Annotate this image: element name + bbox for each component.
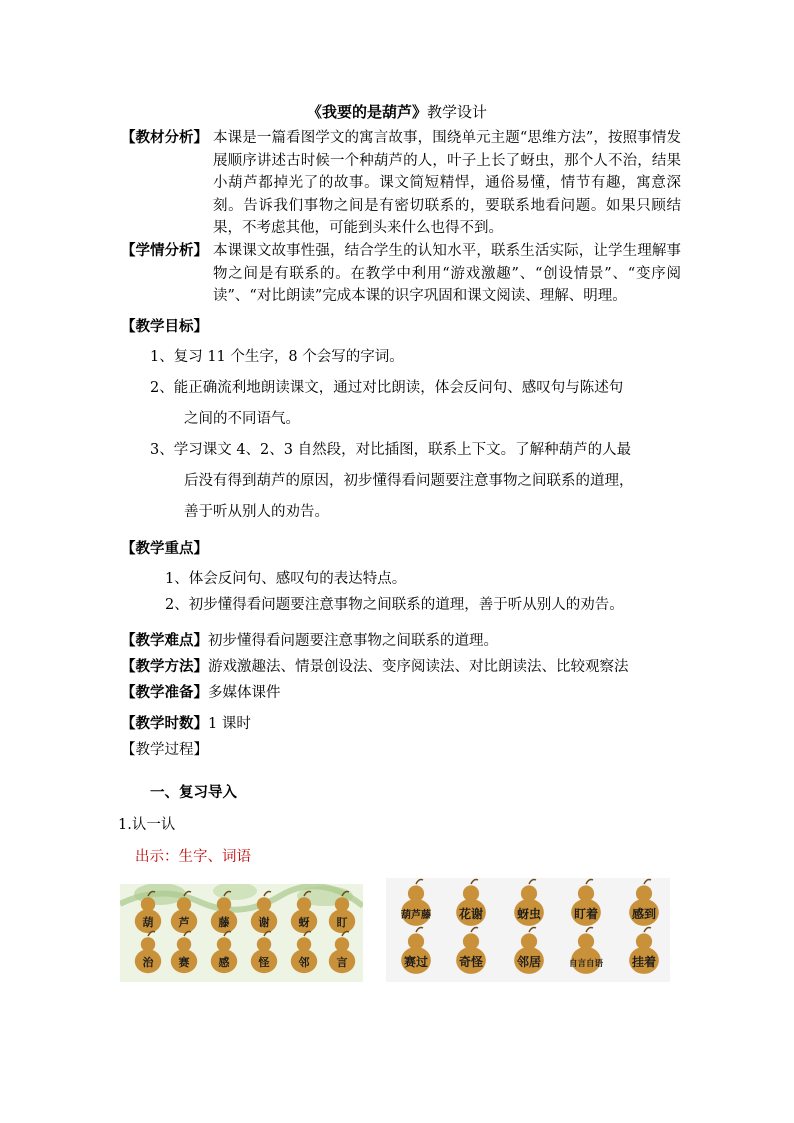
prep-section bbox=[121, 682, 681, 705]
key-2: 2、初步懂得看问题要注意事物之间联系的道理，善于听从别人的劝告。 bbox=[165, 597, 624, 613]
right-gourds-group bbox=[401, 880, 659, 974]
method-text: 游戏激趣法、情景创设法、变序阅读法、对比朗读法、比较观察法 bbox=[208, 659, 629, 675]
word-cards-image bbox=[386, 878, 670, 982]
goal-2-line-1: 2、能正确流利地朗读课文，通过对比朗读，体会反问句、感叹句与陈述句 bbox=[150, 380, 624, 396]
character-cards-image bbox=[120, 884, 363, 982]
gourd-label: 葫芦藤 bbox=[401, 909, 431, 921]
gourd-label: 感到 bbox=[631, 906, 657, 921]
method-section bbox=[121, 656, 681, 679]
gourd-label: 花谢 bbox=[458, 906, 484, 921]
gourd-label: 怪 bbox=[258, 956, 270, 969]
gourd-治 bbox=[135, 932, 161, 974]
gourd-label: 盯 bbox=[336, 916, 348, 929]
prep-label: 【教学准备】 bbox=[121, 684, 208, 701]
gourd-label: 赛 bbox=[178, 956, 190, 969]
document-title bbox=[0, 101, 794, 122]
gourd-挂着 bbox=[629, 928, 659, 974]
gourd-感 bbox=[211, 932, 237, 974]
gourd-邻 bbox=[291, 932, 317, 974]
gourd-邻居 bbox=[514, 928, 544, 974]
gourd-label: 蚜虫 bbox=[516, 906, 542, 921]
time-label: 【教学时数】 bbox=[121, 715, 208, 732]
gourd-label: 藤 bbox=[218, 916, 230, 929]
analysis-section bbox=[121, 127, 681, 240]
goals-label: 【教学目标】 bbox=[121, 318, 208, 335]
goal-2-line-2: 之间的不同语气。 bbox=[184, 411, 300, 427]
key-label: 【教学重点】 bbox=[121, 540, 208, 557]
goal-1: 1、复习 11 个生字，8 个会写的字词。 bbox=[150, 349, 404, 365]
title-rest: 教学设计 bbox=[427, 103, 488, 121]
gourd-自言自语 bbox=[569, 928, 604, 974]
gourd-感到 bbox=[629, 880, 659, 926]
analysis-label: 【教材分析】 bbox=[121, 129, 208, 146]
gourd-label: 邻 bbox=[298, 956, 310, 969]
section-1-heading: 一、复习导入 bbox=[150, 784, 237, 801]
goal-3-line-1: 3、学习课文 4、2、3 自然段，对比插图，联系上下文。了解种葫芦的人最 bbox=[150, 442, 632, 458]
gourd-label: 蚜 bbox=[298, 916, 310, 929]
gourd-言 bbox=[329, 932, 355, 974]
key-1: 1、体会反问句、感叹句的表达特点。 bbox=[165, 571, 407, 587]
title-bold: 《我要的是葫芦》 bbox=[306, 103, 427, 121]
gourd-label: 盯着 bbox=[573, 906, 599, 921]
gourd-label: 谢 bbox=[258, 916, 270, 929]
gourd-label: 奇怪 bbox=[458, 954, 484, 969]
step-1: 1.认一认 bbox=[118, 817, 176, 833]
gourd-label: 挂着 bbox=[631, 954, 657, 969]
gourd-label: 自言自语 bbox=[568, 958, 604, 969]
student-section bbox=[121, 240, 681, 308]
analysis-text: 本课是一篇看图学文的寓言故事，围绕单元主题“思维方法”，按照事情发展顺序讲述古时候一个种葫芦的人，叶子上长了蚜虫，那个人不治，结果小葫芦都掉光了的故事。课文简短精悍，通俗易懂，情节有趣，寓意深刻。告诉我们事物之间是有密切联系的，要联系地看问题。如果只顾结果，不考虑其他，可能到头来什么也得不到。 bbox=[213, 130, 681, 236]
gourd-盯着 bbox=[571, 880, 601, 926]
student-text: 本课课文故事性强，结合学生的认知水平，联系生活实际，让学生理解事物之间是有联系的。在教学中利用“游戏激趣”、“创设情景”、“变序阅读”、“对比朗读”完成本课的识字巩固和课文阅读、理解、明理。 bbox=[213, 243, 681, 304]
prep-text: 多媒体课件 bbox=[208, 685, 281, 701]
gourd-怪 bbox=[251, 932, 277, 974]
difficult-section bbox=[121, 630, 681, 653]
student-label: 【学情分析】 bbox=[121, 242, 208, 259]
goal-3-line-3: 善于听从别人的劝告。 bbox=[184, 504, 329, 520]
method-label: 【教学方法】 bbox=[121, 658, 208, 675]
gourd-label: 葫 bbox=[142, 916, 154, 929]
gourd-葫芦藤 bbox=[401, 880, 431, 926]
difficult-text: 初步懂得看问题要注意事物之间联系的道理。 bbox=[208, 633, 498, 649]
gourd-label: 赛过 bbox=[403, 954, 429, 969]
time-text: 1 课时 bbox=[208, 716, 251, 732]
gourd-奇怪 bbox=[456, 928, 486, 974]
process-label: 【教学过程】 bbox=[121, 742, 208, 758]
gourd-花谢 bbox=[456, 880, 486, 926]
gourd-label: 感 bbox=[218, 956, 230, 969]
gourd-赛 bbox=[171, 932, 197, 974]
gourd-赛过 bbox=[401, 928, 431, 974]
goal-3-line-2: 后没有得到葫芦的原因，初步懂得看问题要注意事物之间联系的道理， bbox=[184, 473, 634, 489]
word-cards-svg bbox=[386, 878, 670, 982]
character-cards-svg bbox=[120, 884, 363, 982]
process-section bbox=[121, 739, 681, 762]
gourd-label: 治 bbox=[142, 956, 154, 969]
gourd-label: 邻居 bbox=[516, 954, 542, 969]
gourd-蚜虫 bbox=[514, 880, 544, 926]
show-label: 出示：生字、词语 bbox=[135, 849, 251, 865]
gourd-label: 芦 bbox=[178, 916, 190, 929]
time-section bbox=[121, 713, 681, 736]
difficult-label: 【教学难点】 bbox=[121, 632, 208, 649]
gourd-label: 言 bbox=[336, 956, 348, 969]
